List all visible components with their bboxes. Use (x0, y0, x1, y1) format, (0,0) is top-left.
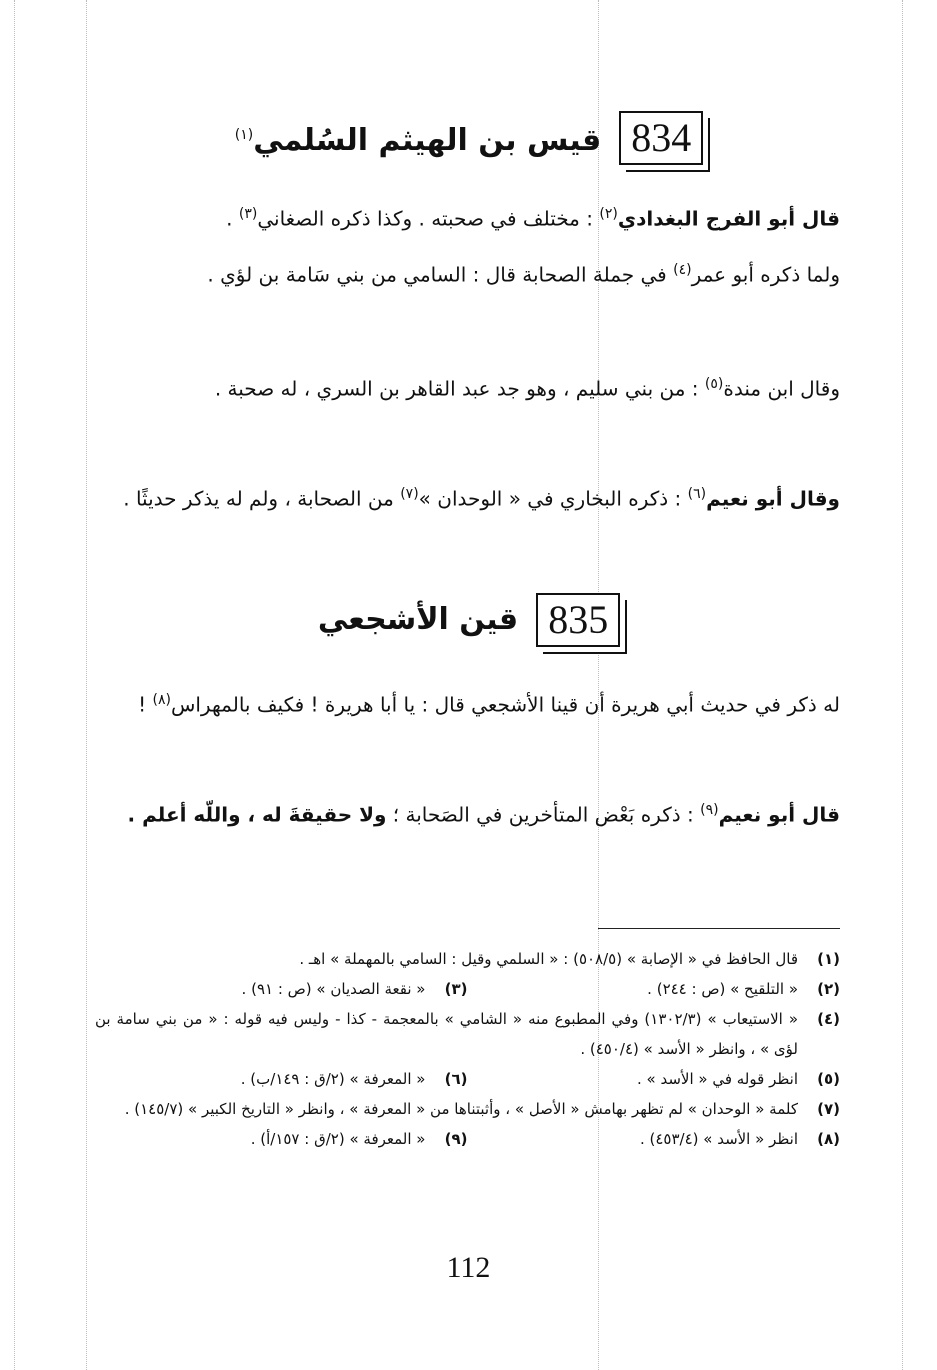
footnote-ref: (٤) (673, 262, 692, 278)
entry-835-heading (98, 590, 840, 650)
footnote-ref: (٦) (687, 486, 707, 502)
scan-margin-line (14, 0, 15, 1370)
paragraph: وقال ابن مندة$^{(٥)}$ : من بني سليم ، وهو جد عبد القاهر بن السري ، له صحبة . (214, 376, 840, 401)
entry-title: قيس بن الهيثم السُلمي$^{(١)}$ (234, 123, 602, 158)
footnote-item-pair: (٥) انظر قوله في « الأسد » . (٦) « المعرفة » (٢/ق : ١٤٩/ب) . (240, 1070, 840, 1088)
footnote-item-pair: (٨) انظر « الأسد » (٤٥٣/٤) . (٩) « المعرفة » (٢/ق : ١٥٧/أ) . (250, 1130, 840, 1148)
footnote-item: (١) قال الحافظ في « الإصابة » (٥٠٨/٥) : « السلمي وقيل : السامي بالمهملة » اهـ . (299, 950, 840, 968)
footnote-divider (598, 928, 840, 929)
footnote-item: (٧) كلمة « الوحدان » لم تظهر بهامش « الأصل » ، وأثبتناها من « المعرفة » ، وانظر « التاريخ الكبير » (١٤٥/٧) . (124, 1100, 840, 1118)
footnote-item: (٤) « الاستيعاب » (١٣٠٢/٣) وفي المطبوع منه « الشامي » بالمعجمة - كذا - وليس فيه قوله : « من بني سامة بن لؤى » ، وانظر « الأسد » (٤٥٠/٤) . (95, 1010, 840, 1058)
scan-margin-line (86, 0, 87, 1370)
entry-number-box: 835 (536, 593, 620, 647)
footnote-ref: (٩) (700, 802, 719, 818)
paragraph: قال أبو نعيم$^{(٩)}$ : ذكره بَعْض المتأخرين في الصَحابة ؛ ولا حقيقةَ له ، واللّه أعلم . (127, 802, 840, 827)
entry-834-heading (98, 108, 840, 168)
paragraph: قال أبو الفرج البغدادي$^{(٢)}$ : مختلف في صحبته . وكذا ذكره الصغاني$^{(٣)}$ . (226, 206, 840, 231)
footnotes (95, 944, 840, 1154)
entry-number-box: 834 (619, 111, 703, 165)
paragraph: له ذكر في حديث أبي هريرة أن قينا الأشجعي قال : يا أبا هريرة ! فكيف بالمهراس$^{(٨)}$ ! (138, 692, 840, 717)
footnote-ref: (٢) (599, 206, 618, 222)
scan-margin-line (902, 0, 903, 1370)
footnote-item-pair: (٢) « التلقيح » (ص : ٢٤٤) . (٣) « نقعة الصديان » (ص : ٩١) . (241, 980, 840, 998)
page-number: 112 (446, 1251, 491, 1284)
paragraph: وقال أبو نعيم$^{(٦)}$ : ذكره البخاري في « الوحدان »$^{(٧)}$ من الصحابة ، ولم له يذكر حديثًا . (123, 486, 840, 511)
footnote-ref: (١) (234, 127, 254, 143)
footnote-ref: (٥) (704, 376, 724, 392)
paragraph: ولما ذكره أبو عمر$^{(٤)}$ في جملة الصحابة قال : السامي من بني سَامة بن لؤي . (207, 262, 840, 287)
entry-title: قين الأشجعي (317, 602, 519, 637)
footnote-ref: (٨) (152, 692, 171, 708)
footnote-ref: (٣) (238, 206, 258, 222)
footnote-ref: (٧) (400, 486, 419, 502)
